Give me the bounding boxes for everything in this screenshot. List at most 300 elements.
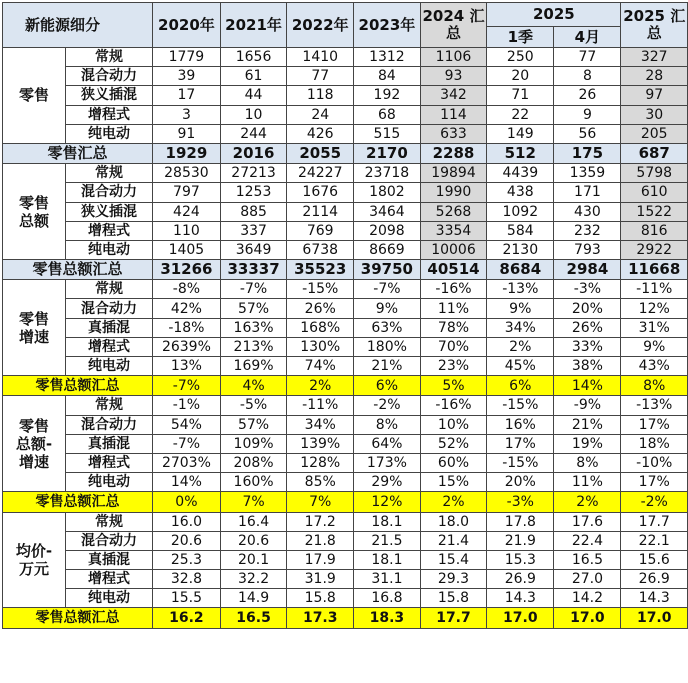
value-cell: -13% [621, 396, 688, 415]
value-cell: 34% [487, 318, 554, 337]
value-cell: 30 [621, 105, 688, 124]
table-row [3, 434, 688, 453]
total-value-cell: 8% [621, 376, 688, 396]
value-cell: 26 [554, 86, 621, 105]
value-cell: 17% [621, 415, 688, 434]
value-cell: 74% [287, 357, 354, 376]
total-row [3, 376, 688, 396]
total-row [3, 143, 688, 163]
value-cell: 3354 [420, 221, 487, 240]
total-2024-header-line1: 2024 汇 [422, 6, 485, 25]
value-cell: 16.5 [554, 550, 621, 569]
total-value-cell: -7% [153, 376, 221, 396]
value-cell: 1106 [420, 48, 487, 67]
year-2025-header: 2025 [487, 3, 621, 27]
table-row [3, 48, 688, 67]
value-cell: 15.8 [287, 589, 354, 608]
value-cell: 1990 [420, 183, 487, 202]
value-cell: 21.9 [487, 531, 554, 550]
total-value-cell: 16.2 [153, 608, 221, 628]
total-label: 零售总额汇总 [3, 608, 153, 628]
value-cell: 2703% [153, 453, 221, 472]
value-cell: -7% [153, 434, 221, 453]
value-cell: 2130 [487, 240, 554, 259]
value-cell: 77 [287, 67, 354, 86]
value-cell: 21.5 [354, 531, 421, 550]
value-cell: 20.1 [220, 550, 287, 569]
value-cell: 816 [621, 221, 688, 240]
value-cell: -16% [420, 280, 487, 299]
value-cell: 16.0 [153, 512, 221, 531]
value-cell: 426 [287, 124, 354, 143]
value-cell: 57% [220, 299, 287, 318]
value-cell: 610 [621, 183, 688, 202]
category-label [3, 164, 66, 260]
nev-segment-table [2, 2, 688, 629]
total-value-cell: 14% [554, 376, 621, 396]
table-row [3, 473, 688, 492]
value-cell: 78% [420, 318, 487, 337]
table-row [3, 164, 688, 183]
value-cell: 27213 [220, 164, 287, 183]
value-cell: 39 [153, 67, 221, 86]
value-cell: 5268 [420, 202, 487, 221]
total-value-cell: 17.0 [554, 608, 621, 628]
segment-label: 真插混 [65, 550, 152, 569]
value-cell: 38% [554, 357, 621, 376]
table-row [3, 221, 688, 240]
table-row [3, 240, 688, 259]
total-value-cell: 17.7 [420, 608, 487, 628]
value-cell: 8 [554, 67, 621, 86]
segment-label: 混合动力 [65, 415, 152, 434]
value-cell: 17.9 [287, 550, 354, 569]
value-cell: 16% [487, 415, 554, 434]
value-cell: 15.6 [621, 550, 688, 569]
total-value-cell: 12% [354, 492, 421, 512]
value-cell: 18% [621, 434, 688, 453]
value-cell: -15% [487, 396, 554, 415]
segment-label: 纯电动 [65, 240, 152, 259]
value-cell: 32.8 [153, 570, 221, 589]
value-cell: 1779 [153, 48, 221, 67]
value-cell: 54% [153, 415, 221, 434]
category-label-part: 增速 [18, 327, 49, 346]
value-cell: -8% [153, 280, 221, 299]
total-value-cell: 18.3 [354, 608, 421, 628]
total-value-cell: 11668 [621, 260, 688, 280]
segment-label: 混合动力 [65, 531, 152, 550]
value-cell: 1092 [487, 202, 554, 221]
value-cell: 18.1 [354, 512, 421, 531]
value-cell: 139% [287, 434, 354, 453]
value-cell: 23718 [354, 164, 421, 183]
total-row [3, 492, 688, 512]
value-cell: 14.9 [220, 589, 287, 608]
value-cell: 26% [287, 299, 354, 318]
value-cell: 6738 [287, 240, 354, 259]
value-cell: 9% [354, 299, 421, 318]
value-cell: 250 [487, 48, 554, 67]
value-cell: 16.8 [354, 589, 421, 608]
table-row [3, 415, 688, 434]
table-row [3, 124, 688, 143]
segment-label: 真插混 [65, 318, 152, 337]
value-cell: 424 [153, 202, 221, 221]
total-label: 零售总额汇总 [3, 492, 153, 512]
segment-label: 狭义插混 [65, 202, 152, 221]
table-row [3, 589, 688, 608]
total-value-cell: 0% [153, 492, 221, 512]
value-cell: 1802 [354, 183, 421, 202]
value-cell: 10% [420, 415, 487, 434]
value-cell: 10 [220, 105, 287, 124]
value-cell: 110 [153, 221, 221, 240]
value-cell: 60% [420, 453, 487, 472]
value-cell: 11% [554, 473, 621, 492]
value-cell: 430 [554, 202, 621, 221]
value-cell: 244 [220, 124, 287, 143]
value-cell: 9% [487, 299, 554, 318]
total-2025-header-line1: 2025 汇 [623, 6, 686, 25]
value-cell: 118 [287, 86, 354, 105]
segment-label: 常规 [65, 512, 152, 531]
segment-label: 常规 [65, 280, 152, 299]
value-cell: 61 [220, 67, 287, 86]
value-cell: 24227 [287, 164, 354, 183]
value-cell: 26.9 [621, 570, 688, 589]
year-header: 2023年 [354, 3, 421, 48]
value-cell: 2639% [153, 337, 221, 356]
apr-2025-header: 4月 [554, 27, 621, 48]
segment-label: 常规 [65, 48, 152, 67]
value-cell: -9% [554, 396, 621, 415]
total-value-cell: 687 [621, 143, 688, 163]
value-cell: -15% [487, 453, 554, 472]
value-cell: 2098 [354, 221, 421, 240]
value-cell: -1% [153, 396, 221, 415]
value-cell: 793 [554, 240, 621, 259]
value-cell: 71 [487, 86, 554, 105]
table-body [3, 48, 688, 629]
segment-label: 增程式 [65, 337, 152, 356]
value-cell: 44 [220, 86, 287, 105]
value-cell: 1522 [621, 202, 688, 221]
value-cell: 16.4 [220, 512, 287, 531]
segment-label: 增程式 [65, 221, 152, 240]
value-cell: 18.1 [354, 550, 421, 569]
total-value-cell: 7% [287, 492, 354, 512]
value-cell: 2922 [621, 240, 688, 259]
value-cell: -7% [220, 280, 287, 299]
segment-label: 混合动力 [65, 183, 152, 202]
value-cell: 33% [554, 337, 621, 356]
value-cell: 20% [487, 473, 554, 492]
category-label [3, 512, 66, 608]
total-value-cell: 39750 [354, 260, 421, 280]
value-cell: 64% [354, 434, 421, 453]
value-cell: 84 [354, 67, 421, 86]
category-label-part: 增速 [18, 452, 49, 471]
table-header [3, 3, 688, 48]
value-cell: 10006 [420, 240, 487, 259]
value-cell: 20 [487, 67, 554, 86]
value-cell: 342 [420, 86, 487, 105]
total-value-cell: 2288 [420, 143, 487, 163]
value-cell: 8% [354, 415, 421, 434]
value-cell: 42% [153, 299, 221, 318]
table-row [3, 531, 688, 550]
table-row [3, 67, 688, 86]
value-cell: 26% [554, 318, 621, 337]
value-cell: 515 [354, 124, 421, 143]
table-row [3, 337, 688, 356]
value-cell: 20.6 [220, 531, 287, 550]
segment-label: 常规 [65, 396, 152, 415]
value-cell: 797 [153, 183, 221, 202]
value-cell: -15% [287, 280, 354, 299]
value-cell: 584 [487, 221, 554, 240]
total-label: 零售总额汇总 [3, 376, 153, 396]
value-cell: 173% [354, 453, 421, 472]
total-label: 零售总额汇总 [3, 260, 153, 280]
value-cell: 28530 [153, 164, 221, 183]
value-cell: 56 [554, 124, 621, 143]
value-cell: 2114 [287, 202, 354, 221]
value-cell: 25.3 [153, 550, 221, 569]
value-cell: 24 [287, 105, 354, 124]
table-row [3, 280, 688, 299]
value-cell: 21.8 [287, 531, 354, 550]
value-cell: 29% [354, 473, 421, 492]
table-row [3, 86, 688, 105]
value-cell: 27.0 [554, 570, 621, 589]
total-value-cell: 17.0 [621, 608, 688, 628]
category-label-part: 总额- [15, 434, 53, 453]
value-cell: 3 [153, 105, 221, 124]
value-cell: 633 [420, 124, 487, 143]
value-cell: 17% [487, 434, 554, 453]
value-cell: 438 [487, 183, 554, 202]
value-cell: 160% [220, 473, 287, 492]
total-value-cell: 512 [487, 143, 554, 163]
total-value-cell: -3% [487, 492, 554, 512]
category-label-part: 万元 [18, 559, 49, 578]
value-cell: 208% [220, 453, 287, 472]
value-cell: 8669 [354, 240, 421, 259]
value-cell: 23% [420, 357, 487, 376]
value-cell: 85% [287, 473, 354, 492]
total-value-cell: 2984 [554, 260, 621, 280]
value-cell: 14.2 [554, 589, 621, 608]
value-cell: 20% [554, 299, 621, 318]
q1-2025-header: 1季 [487, 27, 554, 48]
value-cell: 169% [220, 357, 287, 376]
segment-label: 常规 [65, 164, 152, 183]
total-value-cell: 175 [554, 143, 621, 163]
value-cell: 31% [621, 318, 688, 337]
total-2025-header [621, 3, 688, 48]
value-cell: 2% [487, 337, 554, 356]
value-cell: -10% [621, 453, 688, 472]
value-cell: 192 [354, 86, 421, 105]
category-label-part: 零售 [18, 86, 49, 105]
category-label-part: 零售 [18, 309, 49, 328]
value-cell: -7% [354, 280, 421, 299]
total-value-cell: 1929 [153, 143, 221, 163]
table-row [3, 318, 688, 337]
value-cell: 43% [621, 357, 688, 376]
total-value-cell: 8684 [487, 260, 554, 280]
value-cell: 232 [554, 221, 621, 240]
value-cell: 14% [153, 473, 221, 492]
value-cell: -16% [420, 396, 487, 415]
total-value-cell: 4% [220, 376, 287, 396]
total-value-cell: 6% [354, 376, 421, 396]
table-row [3, 202, 688, 221]
value-cell: 21.4 [420, 531, 487, 550]
value-cell: 13% [153, 357, 221, 376]
value-cell: 17.7 [621, 512, 688, 531]
total-value-cell: 33337 [220, 260, 287, 280]
value-cell: 26.9 [487, 570, 554, 589]
value-cell: 1676 [287, 183, 354, 202]
segment-label: 纯电动 [65, 357, 152, 376]
value-cell: -2% [354, 396, 421, 415]
value-cell: 12% [621, 299, 688, 318]
table-row [3, 550, 688, 569]
table-row [3, 396, 688, 415]
value-cell: 17.2 [287, 512, 354, 531]
value-cell: 9 [554, 105, 621, 124]
value-cell: 57% [220, 415, 287, 434]
total-value-cell: 35523 [287, 260, 354, 280]
value-cell: 11% [420, 299, 487, 318]
value-cell: 70% [420, 337, 487, 356]
value-cell: 17 [153, 86, 221, 105]
value-cell: 17% [621, 473, 688, 492]
value-cell: 1312 [354, 48, 421, 67]
value-cell: 1410 [287, 48, 354, 67]
value-cell: 769 [287, 221, 354, 240]
value-cell: 21% [354, 357, 421, 376]
value-cell: 91 [153, 124, 221, 143]
value-cell: 180% [354, 337, 421, 356]
value-cell: 22.1 [621, 531, 688, 550]
value-cell: 28 [621, 67, 688, 86]
value-cell: 3649 [220, 240, 287, 259]
value-cell: 19894 [420, 164, 487, 183]
value-cell: 205 [621, 124, 688, 143]
value-cell: 15% [420, 473, 487, 492]
total-value-cell: 2055 [287, 143, 354, 163]
total-value-cell: 2% [287, 376, 354, 396]
value-cell: -13% [487, 280, 554, 299]
value-cell: 14.3 [621, 589, 688, 608]
value-cell: 114 [420, 105, 487, 124]
table-row [3, 357, 688, 376]
segment-label: 纯电动 [65, 473, 152, 492]
total-row [3, 260, 688, 280]
value-cell: 8% [554, 453, 621, 472]
table-row [3, 105, 688, 124]
value-cell: 31.9 [287, 570, 354, 589]
value-cell: 52% [420, 434, 487, 453]
total-2025-header-line2: 总 [646, 24, 662, 42]
total-2024-header-line2: 总 [445, 24, 461, 42]
value-cell: 171 [554, 183, 621, 202]
value-cell: 1656 [220, 48, 287, 67]
total-value-cell: 16.5 [220, 608, 287, 628]
value-cell: -11% [621, 280, 688, 299]
segment-label: 增程式 [65, 570, 152, 589]
table-row [3, 183, 688, 202]
segment-label: 狭义插混 [65, 86, 152, 105]
value-cell: 34% [287, 415, 354, 434]
value-cell: 18.0 [420, 512, 487, 531]
total-value-cell: 17.3 [287, 608, 354, 628]
value-cell: -11% [287, 396, 354, 415]
total-value-cell: 5% [420, 376, 487, 396]
segment-label: 真插混 [65, 434, 152, 453]
value-cell: 5798 [621, 164, 688, 183]
segment-label: 混合动力 [65, 299, 152, 318]
total-value-cell: 31266 [153, 260, 221, 280]
value-cell: 1405 [153, 240, 221, 259]
value-cell: 63% [354, 318, 421, 337]
table-row [3, 453, 688, 472]
value-cell: 213% [220, 337, 287, 356]
category-label [3, 48, 66, 144]
category-label [3, 280, 66, 376]
value-cell: 128% [287, 453, 354, 472]
category-label-part: 零售 [18, 416, 49, 435]
value-cell: 3464 [354, 202, 421, 221]
value-cell: 337 [220, 221, 287, 240]
value-cell: 1359 [554, 164, 621, 183]
segment-label: 增程式 [65, 453, 152, 472]
total-value-cell: 7% [220, 492, 287, 512]
total-value-cell: 2% [420, 492, 487, 512]
total-value-cell: 17.0 [487, 608, 554, 628]
category-label [3, 396, 66, 492]
value-cell: 15.3 [487, 550, 554, 569]
corner-header: 新能源细分 [3, 3, 153, 48]
value-cell: 4439 [487, 164, 554, 183]
total-2024-header [420, 3, 487, 48]
value-cell: 327 [621, 48, 688, 67]
value-cell: 130% [287, 337, 354, 356]
value-cell: 163% [220, 318, 287, 337]
total-value-cell: 6% [487, 376, 554, 396]
value-cell: -3% [554, 280, 621, 299]
value-cell: 168% [287, 318, 354, 337]
total-value-cell: 40514 [420, 260, 487, 280]
category-label-part: 均价- [15, 541, 53, 560]
value-cell: 22.4 [554, 531, 621, 550]
value-cell: -5% [220, 396, 287, 415]
total-value-cell: 2% [554, 492, 621, 512]
value-cell: 14.3 [487, 589, 554, 608]
total-row [3, 608, 688, 628]
value-cell: -18% [153, 318, 221, 337]
value-cell: 32.2 [220, 570, 287, 589]
value-cell: 885 [220, 202, 287, 221]
segment-label: 纯电动 [65, 589, 152, 608]
value-cell: 9% [621, 337, 688, 356]
value-cell: 17.8 [487, 512, 554, 531]
value-cell: 45% [487, 357, 554, 376]
